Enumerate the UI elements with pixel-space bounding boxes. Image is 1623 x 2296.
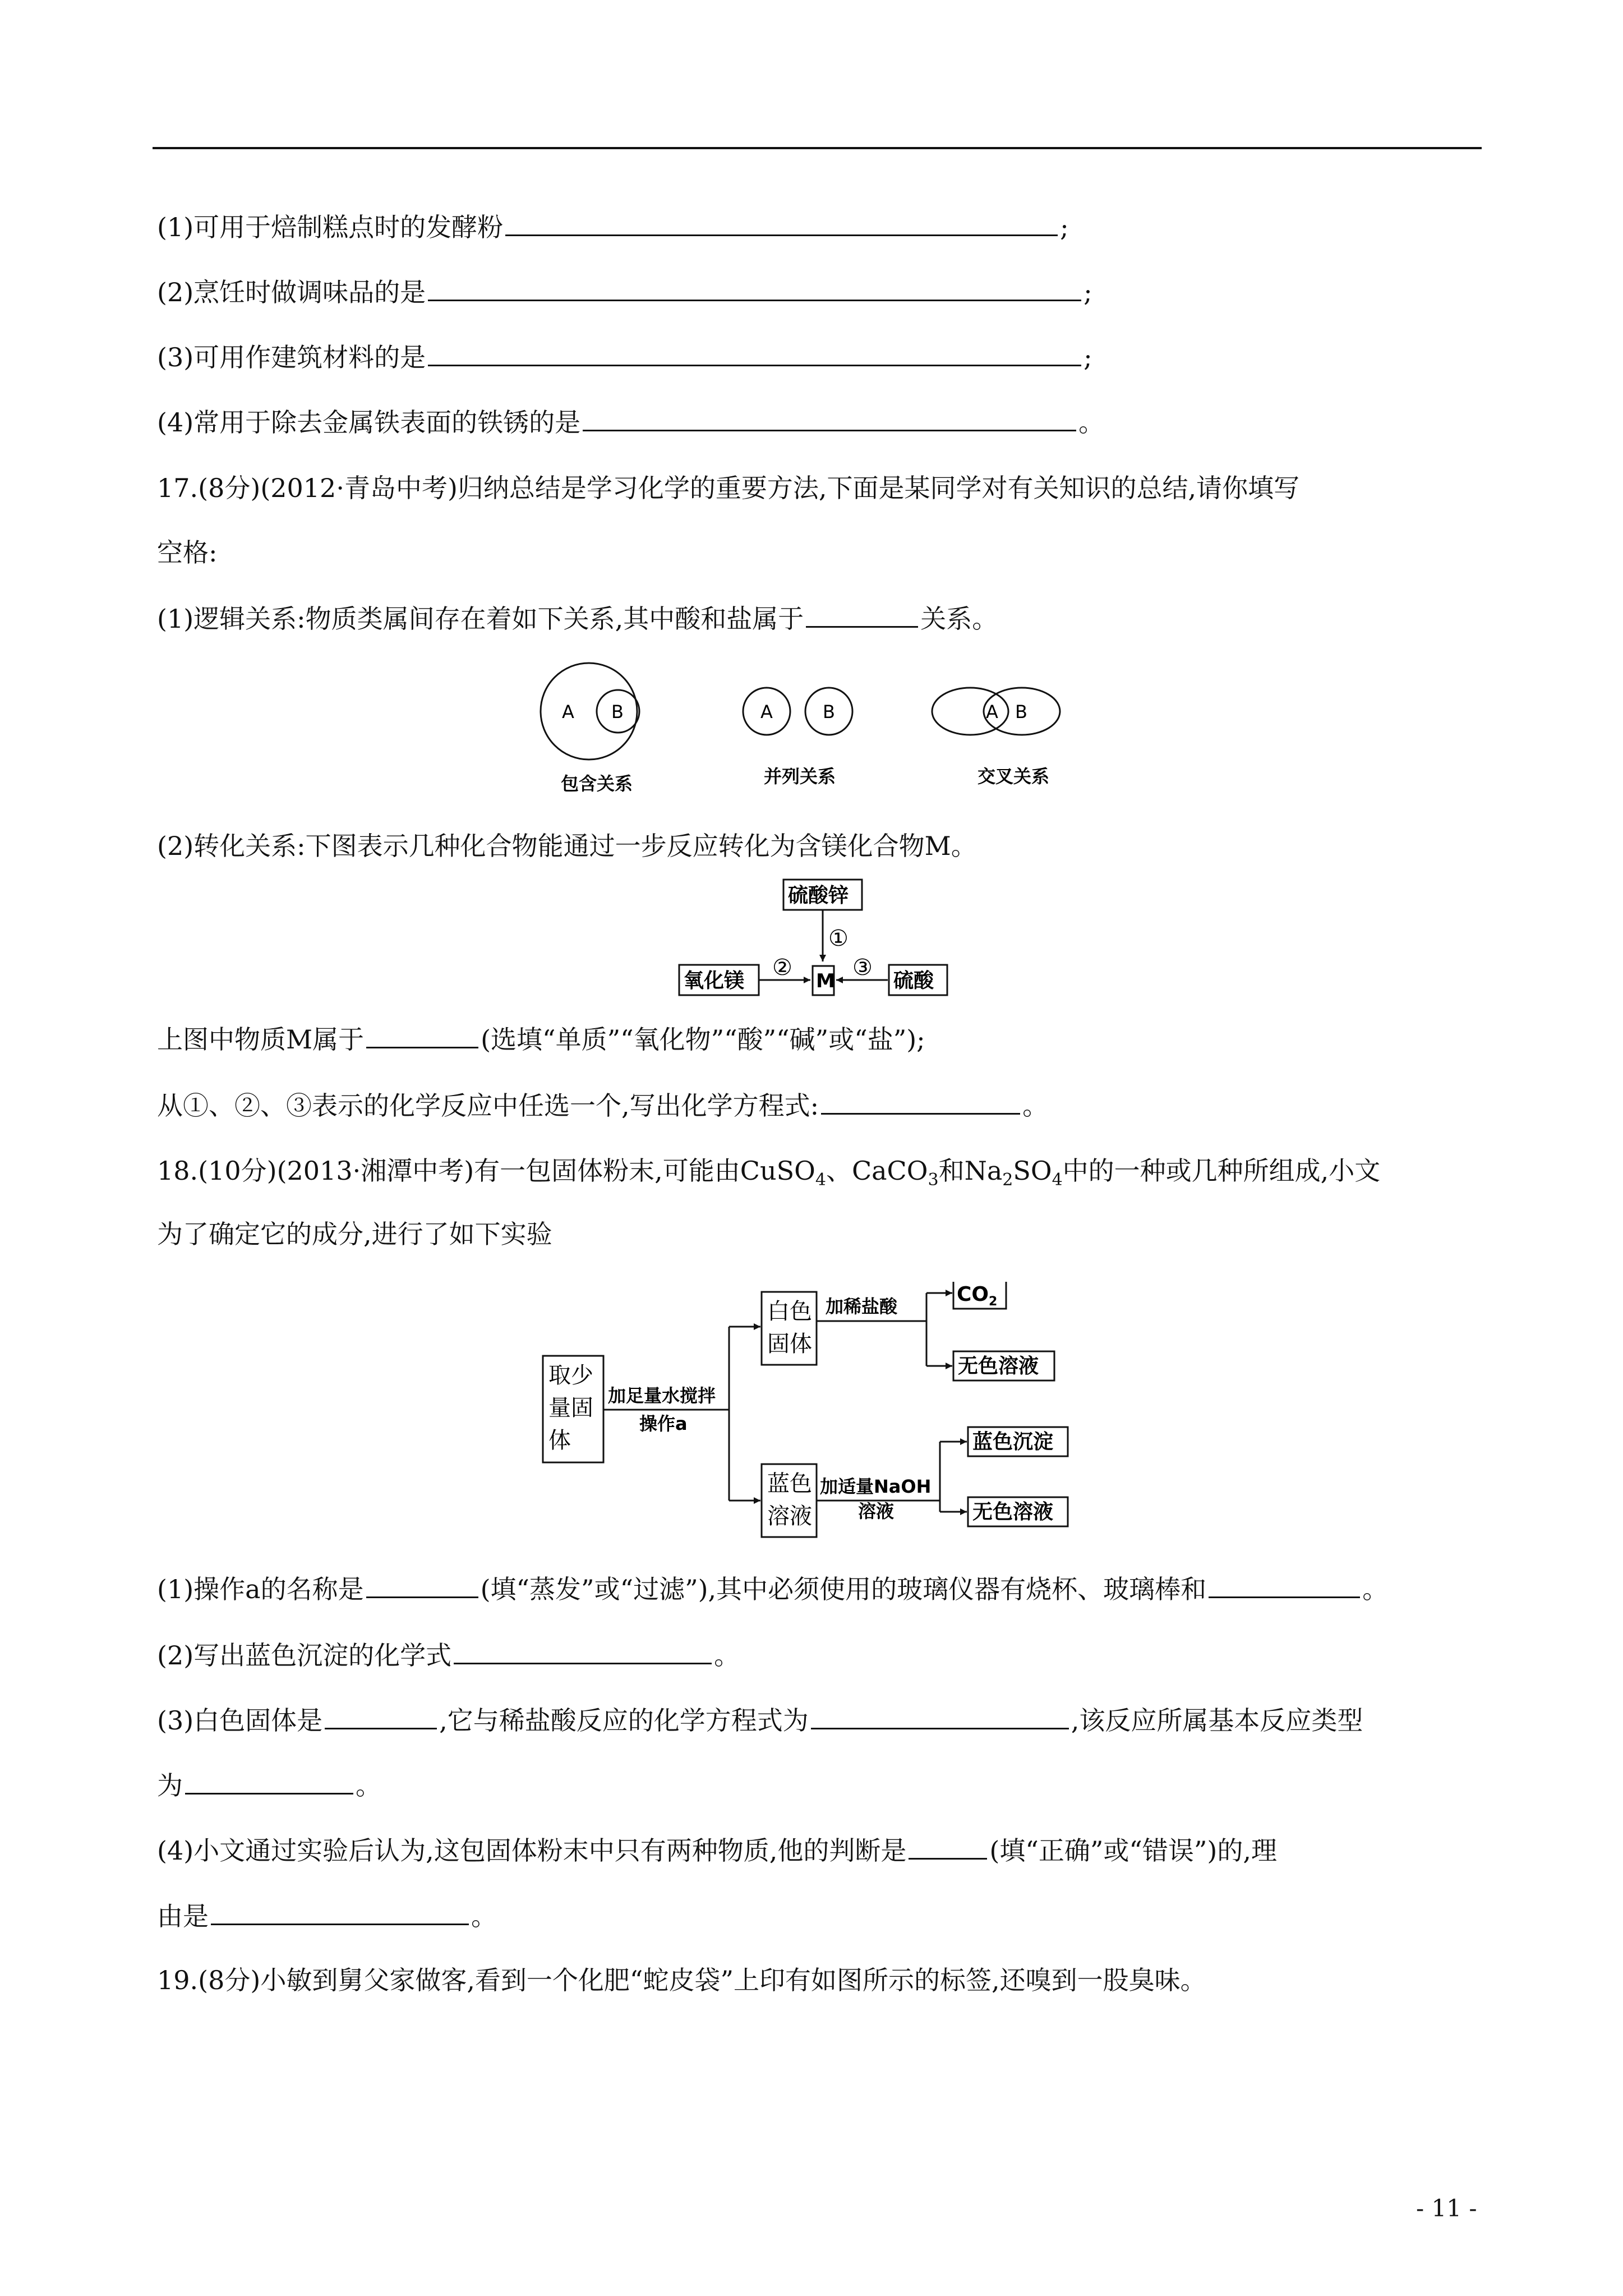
venn-label-b: B <box>611 701 624 723</box>
add-naoh-line2: 溶液 <box>858 1501 895 1522</box>
q18-sub-3-end: 。 <box>356 1770 381 1801</box>
q18-sub-4-text: (4)小文通过实验后认为,这包固体粉末中只有两种物质,他的判断是 <box>157 1835 907 1866</box>
node-zinc-sulfate-label: 硫酸锌 <box>788 884 849 907</box>
q16-item-3-text: (3)可用作建筑材料的是 <box>157 342 426 372</box>
q18-sub-4-cont-text: 由是 <box>157 1901 209 1931</box>
q18-sub-1-text: (1)操作a的名称是 <box>157 1574 364 1604</box>
answer-blank[interactable] <box>428 340 1081 366</box>
q17-part-1 <box>157 601 998 636</box>
answer-blank[interactable] <box>821 1088 1020 1115</box>
q16-item-3-end: ; <box>1083 342 1092 372</box>
answer-blank[interactable] <box>366 1572 478 1598</box>
node-blue-solution-line2: 溶液 <box>767 1503 812 1529</box>
venn-caption-contain: 包含关系 <box>561 773 633 794</box>
subscript: 3 <box>928 1170 939 1190</box>
node-blue-solution-line1: 蓝色 <box>767 1471 812 1497</box>
q18-heading-d: SO <box>1013 1156 1052 1186</box>
q18-sub-2 <box>157 1638 740 1672</box>
q18-heading-a: 18.(10分)(2013·湘潭中考)有一包固体粉末,可能由CuSO <box>157 1156 815 1186</box>
q18-sub-3-cont-text: 为 <box>157 1770 183 1801</box>
q18-heading <box>157 1154 1380 1197</box>
node-magnesium-oxide-label: 氧化镁 <box>684 969 745 992</box>
q18-sub-3-text: (3)白色固体是 <box>157 1705 323 1736</box>
q16-item-2-end: ; <box>1083 277 1092 307</box>
q18-sub-4-end: 。 <box>471 1901 497 1931</box>
answer-blank[interactable] <box>366 1022 478 1048</box>
add-dilute-hcl: 加稀盐酸 <box>826 1296 898 1317</box>
node-colorless-solution-2-label: 无色溶液 <box>972 1501 1054 1524</box>
q18-sub-3-tail: ,该反应所属基本反应类型 <box>1071 1705 1363 1736</box>
q17-part-3-end: (选填“单质”“氧化物”“酸”“碱”或“盐”); <box>481 1024 925 1055</box>
venn-caption-parallel: 并列关系 <box>764 766 836 787</box>
q17-part-3-text: 上图中物质M属于 <box>157 1024 365 1055</box>
answer-blank[interactable] <box>583 405 1076 431</box>
venn-cross <box>932 688 1060 787</box>
q18-sub-3-cont <box>157 1768 381 1802</box>
reaction-1: ① <box>828 926 849 951</box>
venn-contain <box>541 663 639 794</box>
q18-sub-1-mid: (填“蒸发”或“过滤”),其中必须使用的玻璃仪器有烧杯、玻璃棒和 <box>480 1574 1207 1604</box>
q18-sub-3 <box>157 1703 1363 1737</box>
q17-part-4 <box>157 1088 1048 1122</box>
node-blue-precipitate-label: 蓝色沉淀 <box>972 1430 1054 1453</box>
node-colorless-solution-1-label: 无色溶液 <box>958 1355 1039 1378</box>
venn-label-b: B <box>823 701 835 723</box>
q17-part-3 <box>157 1022 925 1056</box>
subscript: 4 <box>815 1170 826 1190</box>
node-sample-line2: 量固 <box>548 1395 593 1421</box>
q17-part-4-end: 。 <box>1022 1091 1049 1121</box>
q18-heading-cont: 为了确定它的成分,进行了如下实验 <box>157 1219 552 1249</box>
venn-parallel <box>743 688 852 787</box>
answer-blank[interactable] <box>811 1703 1069 1729</box>
venn-caption-cross: 交叉关系 <box>978 766 1050 787</box>
q16-item-2-text: (2)烹饪时做调味品的是 <box>157 277 426 307</box>
magnesium-flow-diagram <box>676 876 967 1011</box>
venn-label-a: A <box>562 701 574 723</box>
q18-sub-2-text: (2)写出蓝色沉淀的化学式 <box>157 1640 452 1671</box>
answer-blank[interactable] <box>505 210 1058 236</box>
venn-label-a: A <box>760 701 773 723</box>
node-sulfuric-acid-label: 硫酸 <box>893 969 934 992</box>
q18-sub-4-cont <box>157 1899 497 1933</box>
q17-part-2: (2)转化关系:下图表示几种化合物能通过一步反应转化为含镁化合物M。 <box>157 831 977 861</box>
q16-item-4-text: (4)常用于除去金属铁表面的铁锈的是 <box>157 407 581 438</box>
q17-heading: 17.(8分)(2012·青岛中考)归纳总结是学习化学的重要方法,下面是某同学对有关知识的总结,请你填写 <box>157 473 1300 503</box>
q19-heading: 19.(8分)小敏到舅父家做客,看到一个化肥“蛇皮袋”上印有如图所示的标签,还嗅到一股臭味。 <box>157 1965 1206 1995</box>
answer-blank[interactable] <box>909 1833 987 1860</box>
q18-sub-2-end: 。 <box>714 1640 740 1671</box>
page-number: - 11 - <box>1416 2194 1477 2222</box>
q18-heading-e: 中的一种或几种所组成,小文 <box>1062 1156 1381 1186</box>
answer-blank[interactable] <box>454 1638 712 1664</box>
q18-heading-b: 、CaCO <box>826 1156 928 1186</box>
q18-sub-1-end: 。 <box>1362 1574 1389 1604</box>
q16-item-1 <box>157 210 1069 244</box>
answer-blank[interactable] <box>211 1899 469 1925</box>
answer-blank[interactable] <box>1209 1572 1360 1598</box>
q17-part-1-text: (1)逻辑关系:物质类属间存在着如下关系,其中酸和盐属于 <box>157 604 804 634</box>
venn-label-b: B <box>1015 701 1027 723</box>
q16-item-4 <box>157 405 1104 439</box>
q16-item-1-end: ; <box>1060 212 1069 242</box>
operation-a-line1: 加足量水搅拌 <box>608 1385 716 1406</box>
experiment-flow-diagram <box>538 1282 1099 1545</box>
q18-heading-c: 和Na <box>938 1156 1003 1186</box>
q18-sub-3-mid: ,它与稀盐酸反应的化学方程式为 <box>439 1705 809 1736</box>
q17-part-4-text: 从①、②、③表示的化学反应中任选一个,写出化学方程式: <box>157 1091 819 1121</box>
q18-sub-1 <box>157 1572 1388 1606</box>
reaction-3: ③ <box>852 955 873 981</box>
node-sample-line1: 取少 <box>548 1363 593 1388</box>
subscript: 2 <box>1002 1170 1013 1190</box>
node-white-solid-line2: 固体 <box>767 1331 812 1357</box>
subscript: 2 <box>989 1295 998 1309</box>
venn-diagrams <box>538 656 1105 802</box>
q17-heading-cont: 空格: <box>157 537 218 568</box>
q16-item-1-text: (1)可用于焙制糕点时的发酵粉 <box>157 212 504 242</box>
node-co2-label <box>957 1283 997 1309</box>
subscript: 4 <box>1052 1170 1063 1190</box>
answer-blank[interactable] <box>325 1703 437 1729</box>
q18-sub-4 <box>157 1833 1277 1867</box>
co2-text: CO <box>957 1283 989 1306</box>
q16-item-3 <box>157 340 1092 374</box>
reaction-2: ② <box>772 955 792 981</box>
answer-blank[interactable] <box>428 275 1081 301</box>
q17-part-1-end: 关系。 <box>920 604 998 634</box>
q18-sub-4-mid: (填“正确”或“错误”)的,理 <box>989 1835 1277 1866</box>
node-m-label: M <box>816 970 835 992</box>
add-naoh-line1: 加适量NaOH <box>820 1476 932 1497</box>
venn-label-a: A <box>986 701 998 723</box>
node-white-solid-line1: 白色 <box>767 1299 812 1324</box>
q16-item-2 <box>157 275 1092 309</box>
node-sample-line3: 体 <box>548 1428 571 1453</box>
answer-blank[interactable] <box>806 601 918 628</box>
q16-item-4-end: 。 <box>1078 407 1105 438</box>
header-rule <box>153 147 1482 149</box>
operation-a-line2: 操作a <box>639 1413 688 1434</box>
answer-blank[interactable] <box>185 1768 353 1795</box>
